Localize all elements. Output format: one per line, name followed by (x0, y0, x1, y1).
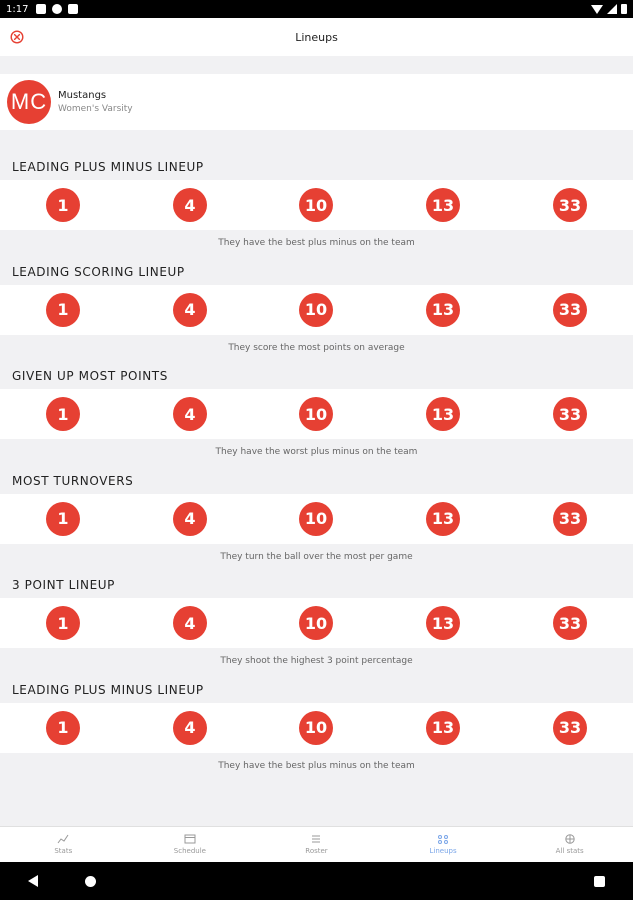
player-number-badge[interactable]: 13 (426, 711, 460, 745)
bottom-navigation (0, 826, 633, 862)
player-number-badge[interactable]: 1 (46, 502, 80, 536)
section-caption: They have the worst plus minus on the team (215, 447, 418, 457)
player-number-badge[interactable]: 4 (173, 502, 207, 536)
globe-icon (564, 834, 576, 844)
file-icon (68, 4, 78, 14)
player-number-badge[interactable]: 33 (553, 502, 587, 536)
player-number-badge[interactable]: 4 (173, 293, 207, 327)
section-caption: They have the best plus minus on the team (218, 760, 415, 771)
notification-icon (36, 4, 46, 14)
chart-icon (57, 834, 69, 844)
wifi-icon (591, 5, 603, 14)
close-icon[interactable] (10, 30, 24, 44)
list-icon (310, 834, 322, 844)
lineup-icon (437, 834, 449, 844)
player-number-badge[interactable]: 33 (553, 397, 587, 431)
page-title: Lineups (295, 30, 338, 44)
section-title: LEADING PLUS MINUS LINEUP (12, 682, 204, 697)
nav-label: Roster (305, 847, 328, 855)
section-caption: They shoot the highest 3 point percentage (220, 656, 413, 666)
player-number-badge[interactable]: 33 (553, 606, 587, 640)
recent-apps-icon[interactable] (594, 876, 605, 887)
player-number-badge[interactable]: 13 (426, 502, 460, 536)
player-number-badge[interactable]: 4 (173, 606, 207, 640)
back-icon[interactable] (28, 875, 38, 887)
lineup-row (0, 598, 633, 648)
player-number-badge[interactable]: 4 (173, 188, 207, 222)
player-number-badge[interactable]: 10 (299, 502, 333, 536)
section-title: LEADING PLUS MINUS LINEUP (12, 160, 204, 174)
signal-icon (607, 4, 617, 14)
team-subtitle: Women's Varsity (58, 104, 133, 114)
battery-icon (621, 4, 627, 14)
system-navigation-bar (0, 862, 633, 900)
player-number-badge[interactable]: 13 (426, 293, 460, 327)
player-number-badge[interactable]: 1 (46, 188, 80, 222)
section-title: 3 POINT LINEUP (12, 578, 115, 592)
player-number-badge[interactable]: 1 (46, 606, 80, 640)
player-number-badge[interactable]: 13 (426, 397, 460, 431)
player-number-badge[interactable]: 10 (299, 188, 333, 222)
player-number-badge[interactable]: 1 (46, 293, 80, 327)
team-logo: MC (7, 80, 51, 124)
app-notification-icon (52, 4, 62, 14)
player-number-badge[interactable]: 33 (553, 293, 587, 327)
nav-schedule[interactable] (127, 827, 254, 862)
app-header (0, 18, 633, 56)
nav-label: Stats (54, 847, 73, 855)
lineup-row (0, 389, 633, 439)
lineup-row (0, 180, 633, 230)
nav-all-stats[interactable] (506, 827, 633, 862)
player-number-badge[interactable]: 1 (46, 397, 80, 431)
player-number-badge[interactable]: 13 (426, 606, 460, 640)
player-number-badge[interactable]: 4 (173, 711, 207, 745)
nav-lineups[interactable] (380, 827, 507, 862)
lineup-row (0, 703, 633, 753)
status-bar (0, 0, 633, 18)
calendar-icon (184, 834, 196, 844)
team-name: Mustangs (58, 90, 107, 101)
player-number-badge[interactable]: 33 (553, 711, 587, 745)
section-title: GIVEN UP MOST POINTS (12, 369, 168, 383)
status-time: 1:17 (6, 3, 29, 15)
nav-stats[interactable] (0, 827, 127, 862)
lineup-row (0, 494, 633, 544)
lineup-row (0, 285, 633, 335)
nav-label: Schedule (173, 847, 206, 855)
player-number-badge[interactable]: 10 (299, 711, 333, 745)
section-caption: They have the best plus minus on the team (218, 238, 415, 248)
player-number-badge[interactable]: 33 (553, 188, 587, 222)
player-number-badge[interactable]: 10 (299, 606, 333, 640)
team-card (0, 74, 633, 130)
player-number-badge[interactable]: 10 (299, 293, 333, 327)
player-number-badge[interactable]: 10 (299, 397, 333, 431)
section-title: LEADING SCORING LINEUP (12, 264, 185, 279)
player-number-badge[interactable]: 1 (46, 711, 80, 745)
nav-label: All stats (555, 847, 584, 855)
nav-label: Lineups (429, 847, 457, 855)
section-caption: They score the most points on average (228, 342, 405, 353)
home-icon[interactable] (85, 876, 96, 887)
section-title: MOST TURNOVERS (12, 473, 134, 488)
player-number-badge[interactable]: 4 (173, 397, 207, 431)
nav-roster[interactable] (253, 827, 380, 862)
section-caption: They turn the ball over the most per game (220, 551, 413, 562)
player-number-badge[interactable]: 13 (426, 188, 460, 222)
